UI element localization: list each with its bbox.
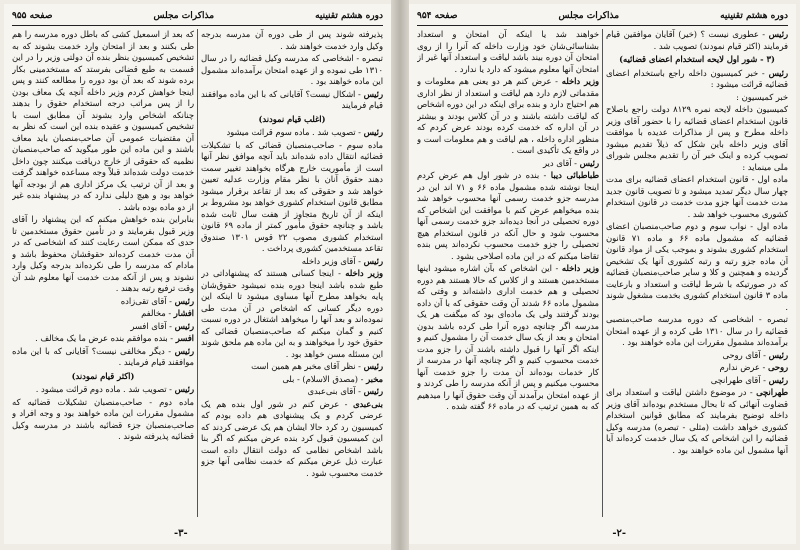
- left-header-session: دوره هشتم تقنینیه: [315, 11, 383, 21]
- paragraph: [606, 68, 788, 91]
- speaker-name: رئیس: [768, 29, 788, 39]
- left-header-title: مذاکرات مجلس: [153, 11, 215, 21]
- paragraph-text: - خبر کمیسیون داخله راجع باستخدام اعضای قضائیه قرائت میشود :: [606, 67, 788, 89]
- speaker-name: رئیس: [174, 345, 194, 356]
- right-header-page-number: صفحه ۹۵۴: [417, 11, 458, 21]
- paragraph: [606, 92, 788, 104]
- paragraph-text: (۳ - شور اول لایحه استخدام اعضای قضائیه): [619, 54, 775, 64]
- right-page-footer: -۲-: [612, 528, 626, 539]
- paragraph: [201, 140, 383, 255]
- paragraph: [12, 397, 194, 443]
- paragraph: [201, 268, 383, 360]
- speaker-name: وزیر داخله: [561, 263, 599, 273]
- paragraph-text: تبصره - اشخاصی که مدرسه وکیل قضائیه را در سال ۱۳۱۰ طی نموده و از عهده امتحان برآمده‌اند مشمول این ماده خواهند بود .: [201, 53, 383, 86]
- paragraph: [417, 158, 599, 170]
- paragraph: [606, 314, 788, 349]
- speaker-name: بنی‌عبدی: [352, 398, 383, 409]
- paragraph: [201, 53, 383, 88]
- paragraph: [201, 127, 383, 139]
- paragraph-text: کمیسیون داخله لایحه نمره ۸۱۲۹ دولت راجع باصلاح قانون استخدام اعضای قضائیه را با حضور آقای وزیر داخله مطرح و پس از مذاکرات عدیده با موافقت آقای وزیر داخله باین شکل که ذیلاً تقدیم میشود تصویب کرده و اینک خبر آن را تقدیم مجلس شورای ملی مینماید :: [606, 104, 788, 172]
- paragraph-text: - آقای دیر: [542, 157, 577, 168]
- paragraph: [606, 221, 788, 313]
- paragraph-text: - تصویب شد . ماده دوم قرائت میشود .: [35, 384, 172, 394]
- right-page-header: [417, 8, 788, 24]
- paragraph-text: ماده دوم - صاحب‌منصبان تشکیلات قضائیه که مشمول مقررات این ماده خواهند بود و وجه افراد و صاحب‌منصبان جزء قضائیه باشند در مدرسه وکیل قضائیه پذیرفته شوند .: [12, 396, 194, 441]
- paragraph-text: - عرض کنم هر دو یعنی هم معلومات و مقدماتی لازم دارد هم لیاقت و استعداد از نظر اداری هم احتیاج دارد و بنده برای اینکه در این دوره اشخاص که لیاقت داشته باشند و در آن کلاس بودند و بیشتر در آن اداره که خدمت کرده بودند عرض کردم که منظور اداره داخله ، هم لیاقت و هم معلومات است و در واقع یک تأکیدی است .: [417, 76, 599, 155]
- speaker-name: رئیس: [174, 384, 194, 394]
- paragraph: [201, 361, 383, 373]
- paragraph-text: ماده اول - نواب سوم و دوم صاحب‌منصبان اعضای قضائیه که مشمول ماده ۶۶ و ماده ۷۱ قانون استخدام کشوری بشوند و بموجب یکی از مواد قانون آن ماده جزو رتبه و رتبه کشوری آنها یک تشخیص گردیده و همچنین و کلا و سایر صاحب‌منصبان قضائیه که در صورتیکه با شرط لیاقت و استعداد و بارعایت ماده ۳ قانون استخدام کشوری بخدمت مشغول شوند .: [606, 221, 788, 312]
- paragraph: [606, 387, 788, 456]
- speaker-name: افشار: [173, 308, 194, 318]
- left-page: [4, 4, 391, 544]
- paragraph-text: بنابراین بنده خواهش میکنم که این پیشنهاد را آقای وزیر قبول بفرمایند و در تأمین حقوق مستخدمین تا حدی که ممکن است رعایت کنند که اشخاصی که در آن مدت خدمت کرده‌اند حقوقشان محفوظ باشد و مادام که مدرسه را طی نکرده‌اند بدرجه وکیل وارد نشوند و پس از آنکه مدت خدمت آنها معلوم شد آن وقت ترفیع رتبه بدهند .: [12, 214, 194, 293]
- left-page-header: [12, 8, 383, 24]
- speaker-name: روحی: [767, 362, 788, 372]
- left-page-right-column: [201, 29, 383, 517]
- paragraph: [12, 308, 194, 320]
- paragraph: [606, 29, 788, 52]
- paragraph: [12, 346, 194, 369]
- speaker-name: رئیس: [768, 67, 788, 78]
- paragraph-text: - آقای طهرانچی: [710, 374, 766, 385]
- paragraph-text: خواهند شد یا اینکه آن امتحان و استعداد بشناسائی‌شان خود وزارت داخله که آنرا را از روی امتحان آن دوره بیند باشد لیاقت و استعداد آنها غیر از امتحان آنها معلوم میشود که دارد یا ندارد .: [417, 29, 599, 74]
- paragraph-text: خبر کمیسیون :: [736, 91, 788, 102]
- paragraph: [12, 214, 194, 295]
- paragraph-text: - عطوری نیست ؟ (خیر) آقایان موافقین قیام فرمایند (اکثر قیام نمودند) تصویب شد .: [606, 29, 788, 51]
- paragraph-text: ماده اول - قانون استخدام اعضای قضائیه برای مدت چهار سال دیگر تمدید میشود و تا تصویب قانون جدید مدت خدمت آنها جزو مدت خدمت در قانون استخدام کشوری محسوب خواهد شد .: [606, 174, 788, 219]
- right-header-title: مذاکرات مجلس: [558, 11, 620, 21]
- paragraph: [606, 54, 788, 66]
- paragraph: [12, 384, 194, 396]
- speaker-name: رئیس: [579, 157, 599, 168]
- header-rule: [12, 25, 383, 26]
- paragraph: [12, 371, 194, 383]
- paragraph: [417, 170, 599, 262]
- speaker-name: مخبر: [366, 373, 383, 384]
- paragraph: [417, 263, 599, 413]
- left-page-left-column: [12, 29, 194, 517]
- paragraph-text: - (مصدق الاسلام) - بلی: [282, 373, 364, 384]
- column-divider: [602, 29, 603, 517]
- speaker-name: وزیر داخله: [345, 268, 383, 278]
- paragraph-text: - اینجا کسانی هستند که پیشنهاداتی در طبع شده باشد اینجا دوره بنده نمیشود حقوق‌شان پایه بخواهد مطرح آنها مساوی میشود تا اینکه این دوره دیگر کسانی که اشخاص در آن مدت طی نموده‌اند و بعد آنها را میخواهد اشتغال در دوره نسبت کنیم و گمان میکنم که صاحب‌منصبان قضائی که حقوق خود را میخواهند و به این ماده هم ملحق شوند این مسئله مسن خواهد بود .: [201, 268, 383, 359]
- right-header-session: دوره هشتم تقنینیه: [720, 11, 788, 21]
- speaker-name: رئیس: [363, 361, 383, 371]
- book-gutter: [391, 0, 409, 550]
- paragraph: [201, 114, 383, 126]
- speaker-name: رئیس: [768, 374, 788, 385]
- paragraph: [606, 174, 788, 220]
- paragraph: [606, 350, 788, 362]
- speaker-name: رئیس: [363, 386, 383, 396]
- paragraph-text: - آقای وزیر داخله: [301, 255, 361, 266]
- speaker-name: وزیر داخله: [561, 76, 599, 86]
- paragraph: [606, 104, 788, 173]
- paragraph-text: - عرض کنم در شور اول بنده هم یک عرضی کردم و یک پیشنهادی هم داده بودم که کمیسیون رد کرد حالا ایشان هم یک عرضی کردند که این کمیسیون قبول کرد بنده عرض میکنم که اگر بنا باشد اشخاص نظامی که دولت انتقال داده است عبارت ذیل عرض میکنم که خدمت نظامی آنها جزو خدمت محسوب شود .: [201, 398, 383, 478]
- paragraph: [12, 296, 194, 308]
- paragraph-text: - بنده در شور اول هم عرض کردم اینجا نوشته شده مشمول ماده ۶۶ و ۷۱ اند این در مدرسه جزو خدمت رسمی آنها محسوب خواهد شد بنده میخواهم عرض کنم با موافقت این اشخاص که دوره تحصیلی در آنجا دیده‌اند جزو خدمت رسمی آنها محسوب شود و حال آنکه در قانون استخدام هیچ تحصیلی را جزو خدمت محسوب نکرده‌اند پس بنده تقاضا میکنم که در این ماده اصلاحی بشود .: [417, 170, 599, 261]
- right-page-left-column: [417, 29, 599, 517]
- left-page-footer: -۳-: [174, 528, 188, 539]
- column-divider: [197, 29, 198, 517]
- speaker-name: طهرانچی: [756, 387, 788, 397]
- paragraph: [201, 89, 383, 112]
- speaker-name: رئیس: [363, 88, 383, 99]
- speaker-name: رئیس: [363, 255, 383, 266]
- paragraph: [12, 333, 194, 345]
- paragraph-text: - تصویب شد . ماده سوم قرائت میشود: [226, 127, 361, 137]
- paragraph: [201, 29, 383, 52]
- paragraph: [201, 386, 383, 398]
- paragraph-text: - آقای افسر: [130, 320, 172, 331]
- paragraph-text: - اشکال نیست؟ آقایانی که با این ماده موافقند قیام فرمایند: [201, 88, 383, 110]
- paragraph: [201, 399, 383, 480]
- speaker-name: طباطبائی دیبا: [550, 170, 599, 180]
- paragraph: [417, 29, 599, 75]
- paragraph: [606, 375, 788, 387]
- paragraph-text: که بعد از اسمعیل کشی که باطل دوره مدرسه را هم طی بکنند و بعد از امتحان وارد خدمت بشوند که به تشخیص کمیسیون بنظر بنده آن دولتی وزیر را در این قسمت به طبع قضائی بفرستد که مستخدمینی بکار برده شوند که بعد آن بود دوره را مطالعه کنند و پس اینجا خواهش کردم وزیر داخله آنچه یک معاف بودن را از پس مراتب درجه استخدام حقوق را بدهند چنانکه اشخاص وارد بشوند آن مطابق است با تشخیص کمیسیون و عقیده بنده این است که نظر به آن مقتضیات عمومی آن صاحب‌منصبان باید معاف باشند و این ماده این طور میگوید که صاحب‌منصبان نظمیه که حقوقی از خارج دریافت میکنند چون داخل خدمت دولت شده‌اند قبلاً وجه مساعده خواهند گرفت و بعد از آن ترتیب یک مرکز اداری هم از بودجه آنها خواهد بود و هیچ دلیلی ندارد که در پیشنهاد بنده غیر از دو ماده بوده باشد .: [12, 29, 194, 212]
- speaker-name: رئیس: [768, 349, 788, 360]
- paragraph: [201, 256, 383, 268]
- paragraph-text: - دیگر مخالفی نیست؟ آقایانی که با این ماده موافقند قیام فرمایند .: [12, 345, 194, 367]
- speaker-name: افسر: [175, 333, 194, 343]
- paragraph-text: - آقای روحی: [722, 349, 766, 360]
- header-rule: [417, 25, 788, 26]
- paragraph: [12, 29, 194, 213]
- speaker-name: رئیس: [174, 320, 194, 331]
- right-page-right-column: [606, 29, 788, 517]
- paragraph-text: - نظر آقای مخبر هم همین است: [251, 361, 361, 371]
- paragraph-text: (اکثر قیام نمودند): [71, 370, 135, 381]
- paragraph-text: - در موضوع داشتن لیاقت و استعداد برای قضاوت آنهائی که تا بحال مستخدم بوده‌اند آقای وزیر داخله توضیح بفرمایند که مطابق قوانین استخدام کشوری خواهد داشت (مثلی - تبصره) مدرسه وکیل قضائیه را این اشخاص که یک سال خدمت کرده‌اند آیا آنها مشمول این ماده خواهند بود .: [606, 387, 788, 455]
- speaker-name: رئیس: [363, 127, 383, 137]
- paragraph: [201, 374, 383, 386]
- paragraph-text: - این اشخاص که بآن اشاره میشود اینها مستخدمین هستند و از کلاس که حالا هستند هم دوره تحصیلی و هم خدمت اداری داشته‌اند و وقتی که مشمول ماده ۶۶ شدند آن وقت حقوقی که با آن داده بودند گرفتند ولی یک ماده‌ای بود که میگفت هر یک مدرسه اگر چنانچه دوره آنرا طی کرده باشد بدون امتحان و بعد از یک سال خدمت آن را مشمول کنیم و اینکه اگر آنها را قبول داشته باشند آن را جزو مدت خدمت محسوب کنیم و اگر چنانچه آنها در مدرسه از کار خدمات بوده‌اند آن مدت را جزو خدمت آنها محسوب میکنیم و پس از آنکه مدرسه را طی کردند و از عهده امتحان برآمدند آن وقت حقوق آنها را میدهیم که به همین ترتیب که در ماده ۶۶ گفته شده .: [417, 263, 599, 411]
- paragraph-text: - آقای بنی‌عبدی: [307, 386, 361, 396]
- speaker-name: رئیس: [174, 295, 194, 306]
- paragraph-text: ماده سوم - صاحب‌منصبان قضائی که با تشکیلات قضائیه انتقال داده شده‌اند باید آنچه موافق نظر آنها است از مأموریت خارج هرگاه بخواهند تغییر سمت دهند حقوق آنان با نظر مقام وزارت عدلیه تعیین خواهد شد و حقوقی که بعد از تقاعد برقرار میشود مطابق قانون استخدام کشوری خواهد بود مشروط بر اینکه از آن تاریخ متجاوز از هفت سال ثابت شده باشد و چنانچه حقوق مأمور کمتر از ماده ۶۹ قانون استخدام کشوری مصوب ۲۲ قوس ۱۳۰۱ صندوق تقاعد مستخدمین کشوری پرداخت .: [201, 139, 383, 253]
- paragraph: [417, 76, 599, 157]
- paragraph: [606, 362, 788, 374]
- right-page: [409, 4, 796, 544]
- paragraph-text: (اغلب قیام نمودند): [258, 113, 326, 124]
- paragraph: [12, 321, 194, 333]
- paragraph-text: - آقای تقی‌زاده: [120, 295, 172, 306]
- paragraph-text: - مخالفم: [141, 308, 172, 318]
- paragraph-text: پذیرفته شوند پس از طی دوره آن مدرسه بدرجه وکیل وارد خدمت خواهند شد .: [201, 29, 383, 51]
- paragraph-text: تبصره - اشخاصی که دوره مدرسه صاحب‌منصبی قضائیه را در سال ۱۳۱۰ طی کرده و از عهده امتحان برآمده‌اند مشمول مقررات این ماده خواهند بود .: [606, 314, 788, 347]
- paragraph-text: - عرض ندارم: [719, 362, 766, 372]
- left-header-page-number: صفحه ۹۵۵: [12, 11, 53, 21]
- paragraph-text: - بنده موافقم بنده عرض ما یک مخالف .: [35, 333, 174, 343]
